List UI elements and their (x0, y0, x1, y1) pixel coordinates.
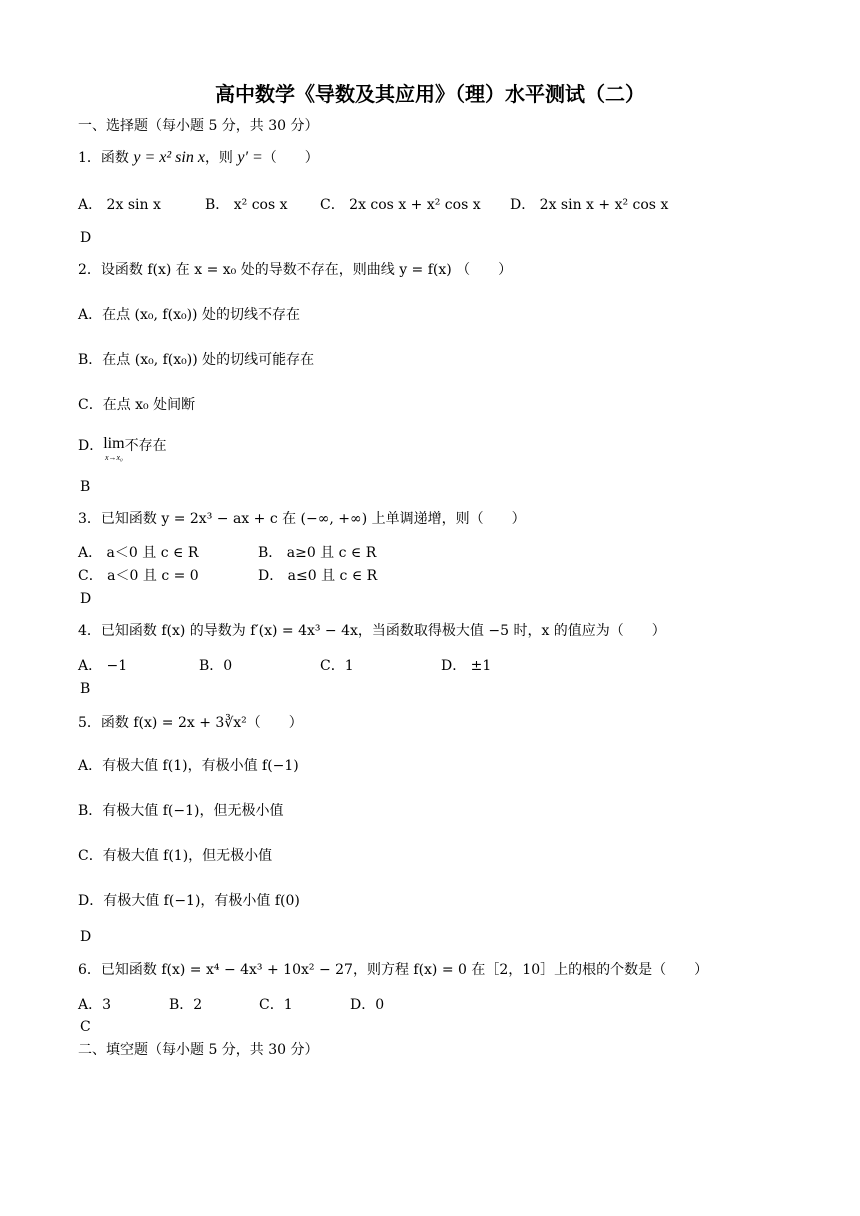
q6-answer: C (80, 1019, 91, 1035)
q4-option-b: B．0 (199, 658, 233, 674)
question-5-stem: 5．函数 f(x) = 2x + 3∛x²（ ） (78, 715, 303, 731)
q4-option-a: A． −1 (78, 658, 128, 674)
q6-option-a: A．3 (78, 997, 112, 1013)
q6-option-b: B．2 (169, 997, 203, 1013)
q2-option-d-suffix: 不存在 (124, 438, 167, 454)
q1-stem-mid: ，则 (204, 150, 238, 166)
q1-option-c: C． 2x cos x + x² cos x (320, 197, 481, 213)
limit-subscript: x→x₀ (104, 453, 123, 462)
page-title: 高中数学《导数及其应用》（理）水平测试（二） (215, 82, 645, 106)
q6-option-c: C．1 (259, 997, 293, 1013)
q2-option-a: A．在点 (x₀, f(x₀)) 处的切线不存在 (78, 307, 300, 323)
q1-stem-pre: 1．函数 (78, 150, 134, 166)
q1-option-d: D． 2x sin x + x² cos x (510, 197, 669, 213)
question-1-stem (78, 148, 319, 168)
q1-stem-math2: y′ = (237, 149, 263, 166)
limit-symbol (103, 436, 124, 462)
q1-answer: D (80, 230, 92, 246)
q5-option-b: B．有极大值 f(−1)，但无极小值 (78, 803, 284, 819)
q2-option-d (78, 436, 167, 462)
q5-option-d: D．有极大值 f(−1)，有极小值 f(0) (78, 893, 300, 909)
section-heading-choice: 一、选择题（每小题 5 分，共 30 分） (78, 118, 319, 134)
question-4-stem: 4．已知函数 f(x) 的导数为 f′(x) = 4x³ − 4x，当函数取得极大值 −5 时，x 的值应为（ ） (78, 623, 666, 639)
q1-option-b: B． x² cos x (205, 197, 288, 213)
q3-option-c: C． a＜0 且 c = 0 (78, 568, 199, 584)
q4-option-c: C．1 (320, 658, 354, 674)
q1-option-a: A． 2x sin x (78, 197, 161, 213)
q3-option-d: D． a≤0 且 c ∈ R (258, 568, 378, 584)
q2-option-c: C．在点 x₀ 处间断 (78, 397, 196, 413)
q1-stem-math: y = x² sin x (133, 149, 205, 166)
q4-answer: B (80, 681, 91, 697)
question-2-stem: 2．设函数 f(x) 在 x = x₀ 处的导数不存在，则曲线 y = f(x) （ ） (78, 262, 513, 278)
section-heading-fill-in: 二、填空题（每小题 5 分，共 30 分） (78, 1042, 319, 1058)
q5-option-c: C．有极大值 f(1)，但无极小值 (78, 848, 273, 864)
q6-option-d: D．0 (350, 997, 385, 1013)
q4-option-d: D． ±1 (441, 658, 492, 674)
q1-stem-post: （ ） (262, 150, 319, 166)
question-6-stem: 6．已知函数 f(x) = x⁴ − 4x³ + 10x² − 27，则方程 f(x) = 0 在［2，10］上的根的个数是（ ） (78, 962, 709, 978)
q5-option-a: A．有极大值 f(1)，有极小值 f(−1) (78, 758, 299, 774)
q3-option-b: B． a≥0 且 c ∈ R (258, 545, 377, 561)
q2-option-b: B．在点 (x₀, f(x₀)) 处的切线可能存在 (78, 352, 315, 368)
q3-answer: D (80, 591, 92, 607)
q2-option-d-prefix: D． (78, 438, 104, 454)
limit-label: lim (103, 435, 125, 452)
q2-answer: B (80, 479, 91, 495)
q5-answer: D (80, 929, 92, 945)
question-3-stem: 3．已知函数 y = 2x³ − ax + c 在 (−∞, +∞) 上单调递增，则（ ） (78, 511, 526, 527)
q3-option-a: A． a＜0 且 c ∈ R (78, 545, 199, 561)
